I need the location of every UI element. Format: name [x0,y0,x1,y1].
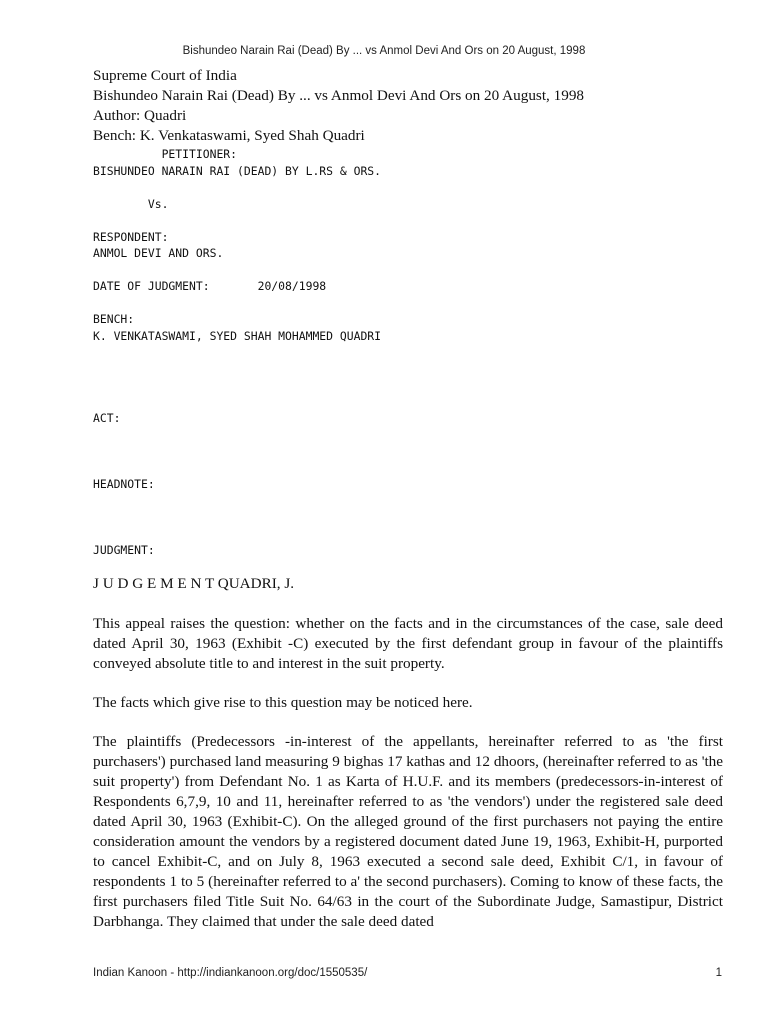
judgment-date: DATE OF JUDGMENT: 20/08/1998 [93,279,327,293]
headnote-label: HEADNOTE: [93,477,155,491]
document-body [93,66,723,932]
judgement-heading: J U D G E M E N T QUADRI, J. [93,574,295,592]
footer-source-link[interactable]: Indian Kanoon - http://indiankanoon.org/doc/1550535/ [93,967,368,979]
petitioner-name: BISHUNDEO NARAIN RAI (DEAD) BY L.RS & ORS. [93,163,382,178]
respondent-label: RESPONDENT: [93,229,169,244]
page-number: 1 [715,967,722,979]
judgment-label: JUDGMENT: [93,543,155,557]
bench-label: BENCH: [93,312,135,326]
petitioner-label: PETITIONER: [93,147,238,161]
page-footer [93,967,722,979]
paragraph: The facts which give rise to this question may be noticed here. [93,693,473,711]
running-header: Bishundeo Narain Rai (Dead) By ... vs Anmol Devi And Ors on 20 August, 1998 [182,45,586,57]
bench-names: K. VENKATASWAMI, SYED SHAH MOHAMMED QUADRI [93,328,382,343]
paragraph: This appeal raises the question: whether on the facts and in the circumstances of the case, sale deed dated April 30, 1963 (Exhibit -C) executed by the first defendant group in favour of the plaintiffs conveyed absolute title to and interest in the suit property. [93,614,723,672]
case-title: Bishundeo Narain Rai (Dead) By ... vs Anmol Devi And Ors on 20 August, 1998 [93,87,585,104]
bench-line: Bench: K. Venkataswami, Syed Shah Quadri [93,127,365,144]
respondent-name: ANMOL DEVI AND ORS. [93,246,224,260]
act-label: ACT: [93,411,121,425]
author-line: Author: Quadri [93,107,187,124]
versus-label: Vs. [93,196,169,211]
paragraph: The plaintiffs (Predecessors -in-interest of the appellants, hereinafter referred to as 'the first purchasers') purchased land measuring 9 bighas 17 kathas and 12 dhoors, (hereinafter referred to as 'the suit property') from Defendant No. 1 as Karta of H.U.F. and its members (predecessors-in-interest of Respondents 6,7,9, 10 and 11, hereinafter referred to as 'the vendors') under the registered sale deed dated April 30, 1963 (Exhibit-C). On the alleged ground of the first purchasers not paying the entire consideration amount the vendors by a registered document dated June 19, 1963, Exhibit-H, purported to cancel Exhibit-C, and on July 8, 1963 executed a second sale deed, Exhibit C/1, in favour of respondents 1 to 5 (hereinafter referred to a' the second purchasers). Coming to know of these facts, the first purchasers filed Title Suit No. 64/63 in the court of the Subordinate Judge, Samastipur, District Darbhanga. They claimed that under the sale deed dated [93,732,723,930]
court-name: Supreme Court of India [93,67,237,84]
